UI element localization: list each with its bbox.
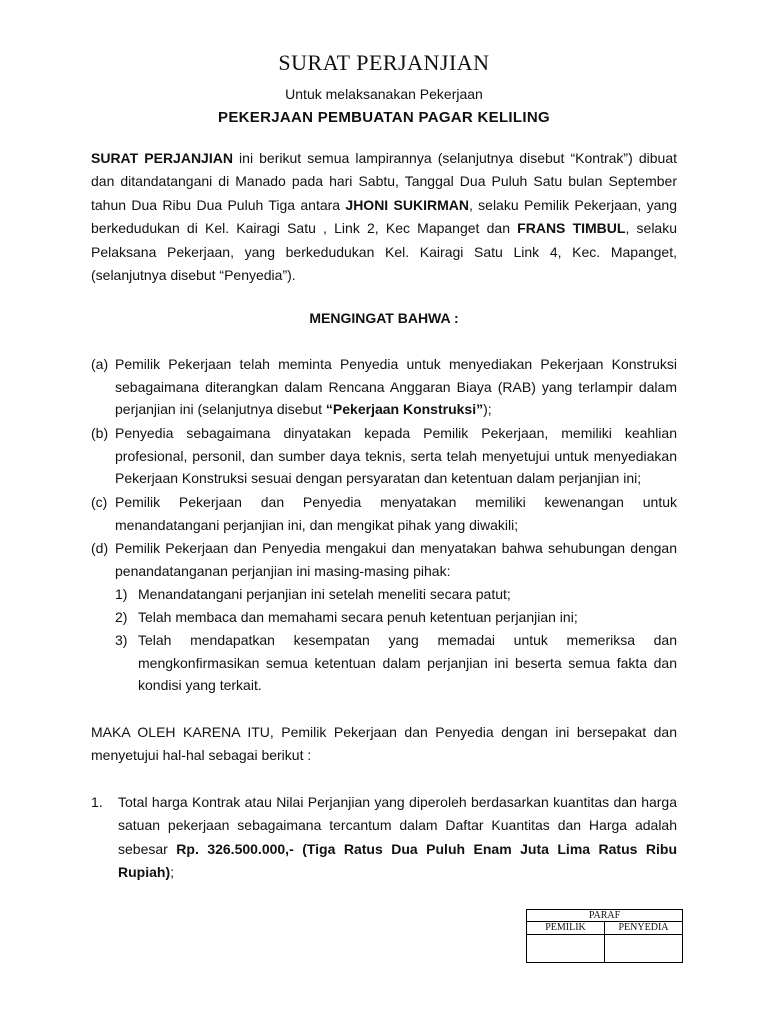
intro-lead: SURAT PERJANJIAN xyxy=(91,150,233,166)
list-item-text-before: Pemilik Pekerjaan telah meminta Penyedia untuk menyediakan Pekerjaan Konstruksi sebagaimana diterangkan dalam Rencana Anggaran Biaya (RAB) yang terlampir dalam perjanjian ini (selanjutnya disebut xyxy=(115,356,677,417)
sub-item-text: Menandatangani perjanjian ini setelah meneliti secara patut; xyxy=(138,586,511,602)
sub-item-3 xyxy=(115,629,677,697)
initials-header: PARAF xyxy=(527,910,683,922)
list-marker: (b) xyxy=(91,425,109,441)
list-marker: (c) xyxy=(91,494,108,510)
list-marker: (a) xyxy=(91,356,109,372)
section-heading: MENGINGAT BAHWA : xyxy=(309,310,459,326)
sub-marker: 3) xyxy=(115,632,128,648)
sub-marker: 2) xyxy=(115,609,128,625)
agreement-statement: MAKA OLEH KARENA ITU, Pemilik Pekerjaan dan Penyedia dengan ini bersepakat dan menyetujui hal-hal sebagai berikut : xyxy=(91,724,677,764)
intro-paragraph xyxy=(91,147,677,287)
list-item-text: Pemilik Pekerjaan dan Penyedia mengakui dan menyatakan bahwa sehubungan dengan penandatanganan perjanjian ini masing-masing pihak: xyxy=(115,540,677,579)
contract-amount: Rp. 326.500.000,- (Tiga Ratus Dua Puluh Enam Juta Lima Ratus Ribu Rupiah) xyxy=(118,840,678,881)
list-item-c xyxy=(91,491,677,536)
list-item-bold: “Pekerjaan Konstruksi” xyxy=(325,401,484,417)
initials-table xyxy=(526,909,683,963)
initials-box-owner[interactable] xyxy=(527,935,605,963)
document-subtitle: Untuk melaksanakan Pekerjaan xyxy=(285,86,483,102)
document-title: SURAT PERJANJIAN xyxy=(278,50,490,75)
intro-text-2: , selaku Pemilik Pekerjaan, yang berkedudukan di Kel. Kairagi Satu , Link 2, Kec Mapanget dan xyxy=(91,196,677,237)
list-item-text xyxy=(115,353,677,421)
clause-text-before: Total harga Kontrak atau Nilai Perjanjian yang diperoleh berdasarkan kuantitas dan harga satuan pekerjaan sebagaimana tercantum dalam Daftar Kuantitas dan Harga adalah sebesar xyxy=(118,794,677,857)
sub-item-text: Telah membaca dan memahami secara penuh ketentuan perjanjian ini; xyxy=(138,609,578,625)
list-item-text-after: ); xyxy=(483,401,492,417)
initials-col-owner: PEMILIK xyxy=(527,922,605,935)
party-owner-name: JHONI SUKIRMAN xyxy=(345,196,469,213)
list-item-d xyxy=(91,537,677,582)
sub-item-2 xyxy=(115,606,677,629)
sub-item-1 xyxy=(115,583,677,606)
list-item-text: Pemilik Pekerjaan dan Penyedia menyatakan memiliki kewenangan untuk menandatangani perjanjian ini, dan mengikat pihak yang diwakili; xyxy=(115,494,677,533)
clause-number: 1. xyxy=(91,794,103,810)
list-item-text: Penyedia sebagaimana dinyatakan kepada Pemilik Pekerjaan, memiliki keahlian profesional, personil, dan sumber daya teknis, serta telah menyetujui untuk menyediakan Pekerjaan Konstruksi sesuai dengan persyaratan dan ketentuan dalam perjanjian ini; xyxy=(115,425,677,486)
list-item-a xyxy=(91,353,677,421)
sub-item-text: Telah mendapatkan kesempatan yang memadai untuk memeriksa dan mengkonfirmasikan semua ketentuan dalam perjanjian ini beserta semua fakta dan kondisi yang terkait. xyxy=(138,632,677,693)
sub-marker: 1) xyxy=(115,586,128,602)
work-title: PEKERJAAN PEMBUATAN PAGAR KELILING xyxy=(218,109,550,126)
intro-text-1: ini berikut semua lampirannya (selanjutnya disebut “Kontrak”) dibuat dan ditandatangani di Manado pada hari Sabtu, Tanggal Dua Puluh Satu bulan September tahun Dua Ribu Dua Puluh Tiga antara xyxy=(91,150,677,213)
clause-text-after: ; xyxy=(170,864,174,881)
clause-1 xyxy=(91,791,677,885)
list-item-b xyxy=(91,422,677,490)
clause-text xyxy=(118,791,677,885)
intro-text-3: , selaku Pelaksana Pekerjaan, yang berkedudukan Kel. Kairagi Satu Link 4, Kec. Mapanget, (selanjutnya disebut “Penyedia”). xyxy=(91,220,677,284)
initials-col-provider: PENYEDIA xyxy=(605,922,683,935)
initials-box-provider[interactable] xyxy=(605,935,683,963)
party-provider-name: FRANS TIMBUL xyxy=(517,220,626,237)
list-marker: (d) xyxy=(91,540,109,556)
